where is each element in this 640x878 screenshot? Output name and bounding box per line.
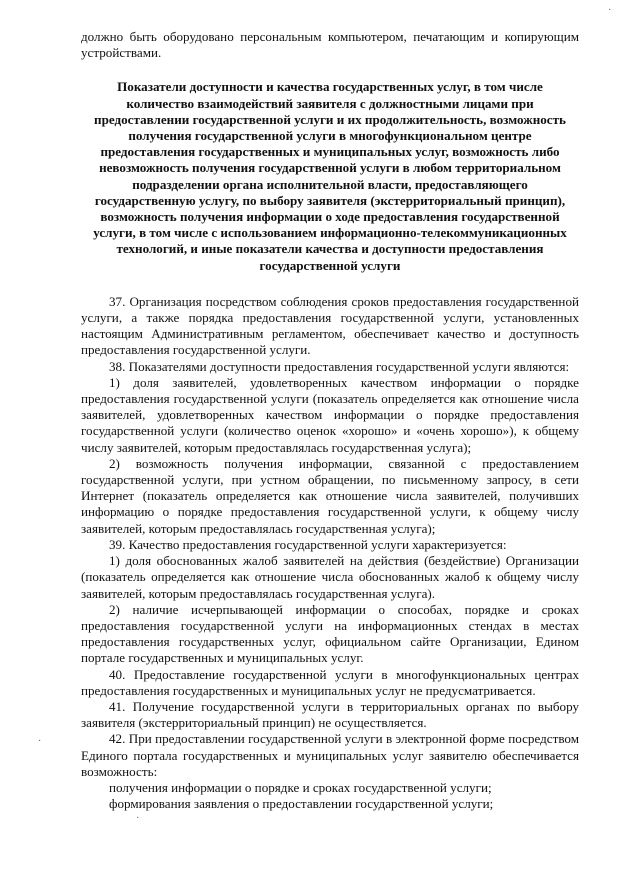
paragraph-39-item-1: 1) доля обоснованных жалоб заявителей на действия (бездействие) Организации (показатель определяется как отношение числа обоснованных жалоб к общему числу заявителей, которым предоставлялась государственная услуга). (81, 553, 579, 601)
paragraph-41: 41. Получение государственной услуги в территориальных органах по выбору заявителя (экстерриториальный принцип) не осуществляется. (81, 698, 579, 731)
paragraph-38-item-1: 1) доля заявителей, удовлетворенных качеством информации о порядке предоставления государственной услуги (показатель определяется как отношение числа заявителей, удовлетворенных качеством информации о порядке предоставления государственной услуги (количество оценок «хорошо» и «очень хорошо»), к общему числу заявителей, которым предоставлялась государственная услуга); (81, 374, 579, 455)
paragraph-42-line-2: формирования заявления о предоставлении государственной услуги; (109, 796, 494, 812)
scan-dot-mark: · (38, 736, 42, 747)
paragraph-42: 42. При предоставлении государственной услуги в электронной форме посредством Единого портала государственных и муниципальных услуг заявителю обеспечивается возможность: (81, 731, 579, 779)
paragraph-42-line-1: получения информации о порядке и сроках государственной услуги; (109, 779, 492, 795)
intro-paragraph: должно быть оборудовано персональным компьютером, печатающим и копирующим устройствами. (81, 29, 579, 61)
paragraph-38-item-2: 2) возможность получения информации, связанной с предоставлением государственной услуги, при устном обращении, по письменному запросу, в сети Интернет (показатель определяется как отношение числа заявителей, получивших информацию о порядке предоставления государственной услуги, к общему числу заявителей, которым предоставлялась государственная услуга); (81, 455, 579, 536)
paragraph-39: 39. Качество предоставления государственной услуги характеризуется: (109, 536, 507, 552)
paragraph-39-item-2: 2) наличие исчерпывающей информации о способах, порядке и сроках предоставления государственной услуги на информационных стендах в местах предоставления государственных услуг, официальном сайте Организации, Едином портале государственных и муниципальных услуг. (81, 601, 579, 666)
scan-dot-mark: · (136, 813, 140, 824)
paragraph-40: 40. Предоставление государственной услуги в многофункциональных центрах предоставления государственных и муниципальных услуг не предусматривается. (81, 666, 579, 698)
section-heading: Показатели доступности и качества государственных услуг, в том числе количество взаимодействий заявителя с должностными лицами при предоставлении государственной услуги и их продолжительность, возможность получения государственной услуги в многофункциональном центре предоставления государственных и муниципальных услуг, возможность либо невозможность получения государственной услуги в любом территориальном подразделении органа исполнительной власти, предоставляющего государственную услугу, по выбору заявителя (экстерриториальный принцип), возможность получения информации о ходе предоставления государственной услуги, в том числе с использованием информационно-телекоммуникационных технологий, и иные показатели качества и доступности предоставления государственной услуги (93, 79, 567, 273)
paragraph-37: 37. Организация посредством соблюдения сроков предоставления государственной услуги, а также порядка предоставления государственной услуги, установленных настоящим Административным регламентом, обеспечивает качество и доступность предоставления государственной услуги. (81, 293, 579, 358)
document-page (81, 29, 579, 812)
paragraph-38: 38. Показателями доступности предоставления государственной услуги являются: (109, 358, 570, 374)
scan-dot-mark: · (608, 5, 612, 16)
